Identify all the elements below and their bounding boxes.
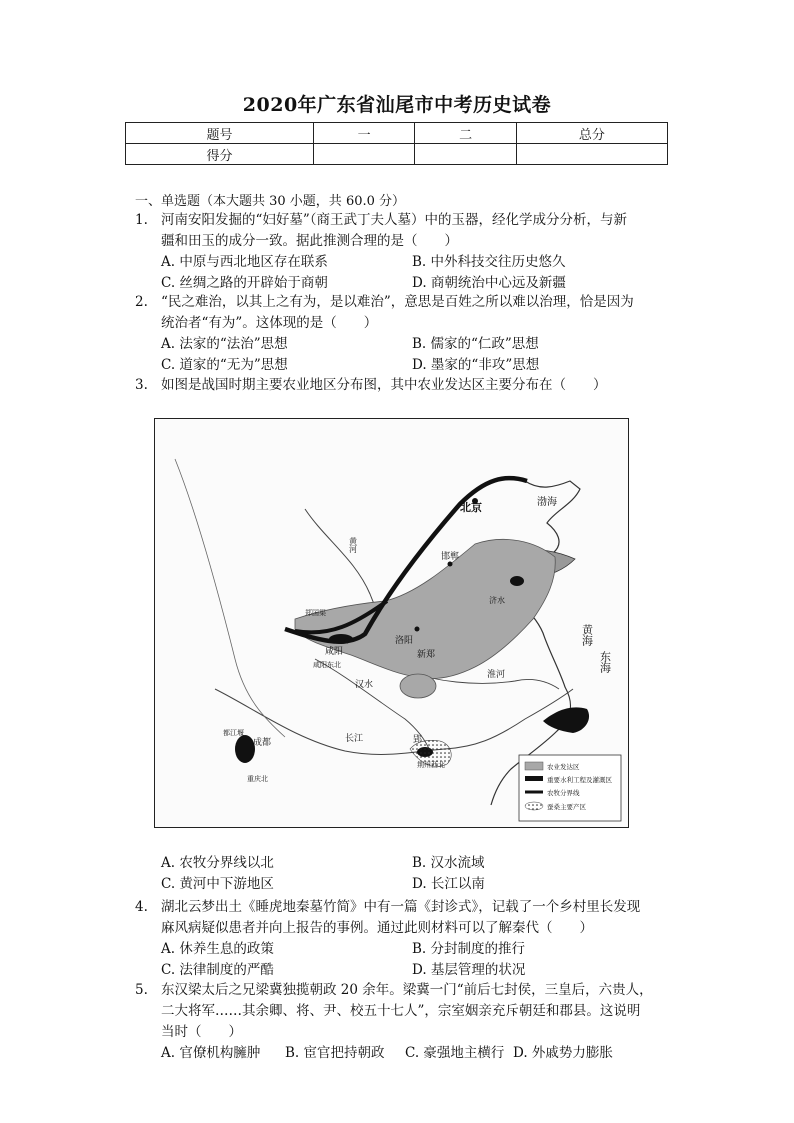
option-a[interactable]: A. 农牧分界线以北: [161, 855, 274, 871]
question-stem: “民之难治，以其上之有为，是以难治”，意思是百姓之所以难以治理，恰是因为: [161, 294, 634, 310]
option-b[interactable]: B. 儒家的“仁政”思想: [412, 336, 539, 352]
zhengguo-irrigation: [329, 634, 353, 644]
score-header-cell: 题号: [126, 123, 314, 144]
question-2: [135, 292, 675, 376]
score-cell: [313, 144, 414, 165]
east-irrigation: [510, 576, 524, 586]
question-4: [135, 897, 675, 981]
question-stem: 疆和田玉的成分一致。据此推测合理的是（ ）: [161, 233, 458, 249]
agri-developed-patch: [400, 674, 436, 698]
question-1: [135, 210, 675, 294]
question-stem: 湖北云梦出土《睡虎地秦墓竹简》中有一篇《封诊式》，记载了一个乡村里长发现: [161, 899, 641, 915]
question-number: 3.: [135, 377, 148, 393]
label-huanghai: 黄海: [580, 624, 594, 646]
map-legend: [519, 755, 621, 821]
label-xianyang: 咸阳: [325, 647, 344, 657]
option-b[interactable]: B. 分封制度的推行: [412, 941, 526, 957]
label-zhengguoqu: 郑国渠: [305, 609, 326, 617]
option-d[interactable]: D. 墨家的“非攻”思想: [412, 357, 540, 373]
legend-irrigation: 重要水利工程及灌溉区: [547, 776, 612, 784]
upper-river: [175, 459, 285, 737]
dujiangyan-irrigation: [235, 735, 255, 763]
option-d[interactable]: D. 基层管理的状况: [412, 962, 526, 978]
label-huaihe: 淮河: [487, 670, 506, 680]
warring-states-agriculture-map: [154, 418, 629, 828]
score-header-cell: 二: [415, 123, 516, 144]
score-table-score-row: [126, 144, 668, 165]
jiangnan-irrigation: [543, 707, 589, 733]
option-d[interactable]: D. 长江以南: [412, 876, 485, 892]
option-b[interactable]: B. 汉水流域: [412, 855, 485, 871]
label-xianyang-ne: 咸阳东北: [313, 661, 341, 669]
question-stem: 当时（ ）: [161, 1024, 242, 1040]
question-stem: 二大将军……其余卿、将、尹、校五十七人”，宗室姻亲充斥朝廷和郡县。这说明: [161, 1003, 641, 1019]
score-table-header-row: [126, 123, 668, 144]
label-bohai: 渤海: [537, 497, 557, 508]
label-chongqing-n: 重庆北: [247, 775, 268, 783]
option-b[interactable]: B. 中外科技交往历史悠久: [412, 254, 566, 270]
option-d[interactable]: D. 外戚势力膨胀: [513, 1045, 613, 1061]
question-stem: 统治者“有为”。这体现的是（ ）: [161, 315, 378, 331]
label-jishui: 济水: [489, 596, 505, 605]
question-3: [135, 375, 675, 396]
question-number: 5.: [135, 982, 148, 998]
label-luoyang: 洛阳: [395, 636, 414, 646]
label-changjiang: 长江: [345, 734, 364, 744]
option-a[interactable]: A. 休养生息的政策: [161, 941, 274, 957]
section-heading: 一、单选题（本大题共 30 小题，共 60.0 分）: [135, 194, 406, 209]
city-xianyang-marker: [345, 639, 350, 644]
label-donghai: 东海: [598, 651, 612, 673]
question-number: 1.: [135, 212, 148, 228]
exam-title: 2020年广东省汕尾市中考历史试卷: [242, 94, 552, 116]
option-a[interactable]: A. 官僚机构臃肿: [161, 1045, 261, 1061]
label-handan: 邯郸: [441, 552, 460, 562]
label-beijing: 北京: [460, 501, 482, 514]
legend-agri-developed: 农业发达区: [547, 763, 580, 771]
label-hanshui: 汉水: [355, 680, 374, 690]
label-huanghe: 黄河: [348, 537, 358, 553]
legend-sericulture: 蚕桑主要产区: [547, 803, 586, 811]
label-ying: 郢: [413, 735, 423, 745]
option-c[interactable]: C. 道家的“无为”思想: [161, 357, 288, 373]
map-svg: [155, 419, 628, 827]
label-chengdu: 成都: [253, 738, 272, 748]
question-number: 4.: [135, 899, 148, 915]
city-handan-marker: [448, 562, 453, 567]
question-stem: 东汉梁太后之兄梁冀独揽朝政 20 余年。梁冀一门“前后七封侯，三皇后，六贵人，: [161, 982, 653, 998]
option-c[interactable]: C. 法律制度的严酷: [161, 962, 274, 978]
option-c[interactable]: C. 丝绸之路的开辟始于商朝: [161, 275, 328, 291]
score-header-cell: 一: [313, 123, 414, 144]
question-stem: 麻风病疑似患者并向上报告的事例。通过此则材料可以了解秦代（ ）: [161, 920, 593, 936]
question-stem: 如图是战国时期主要农业地区分布图，其中农业发达区主要分布在（ ）: [161, 377, 607, 393]
question-5: [135, 980, 675, 1064]
score-row-label: 得分: [126, 144, 314, 165]
question-3-options: [135, 853, 675, 895]
option-c[interactable]: C. 黄河中下游地区: [161, 876, 274, 892]
legend-boundary: 农牧分界线: [547, 789, 580, 797]
question-stem: 河南安阳发掘的“妇好墓”（商王武丁夫人墓）中的玉器，经化学成分分析，与新: [161, 212, 628, 228]
option-d[interactable]: D. 商朝统治中心远及新疆: [412, 275, 566, 291]
score-cell: [516, 144, 667, 165]
option-b[interactable]: B. 宦官把持朝政: [285, 1045, 385, 1061]
score-table: [125, 122, 668, 165]
city-luoyang-marker: [415, 627, 420, 632]
option-a[interactable]: A. 中原与西北地区存在联系: [161, 254, 328, 270]
option-c[interactable]: C. 豪强地主横行: [405, 1045, 505, 1061]
question-number: 2.: [135, 294, 148, 310]
label-dujiangyan: 都江堰: [223, 729, 244, 737]
label-xinzheng: 新郑: [417, 650, 436, 660]
label-jingzhou-w: 荆州西北: [417, 761, 445, 769]
score-header-cell: 总分: [516, 123, 667, 144]
score-cell: [415, 144, 516, 165]
option-a[interactable]: A. 法家的“法治”思想: [161, 336, 288, 352]
